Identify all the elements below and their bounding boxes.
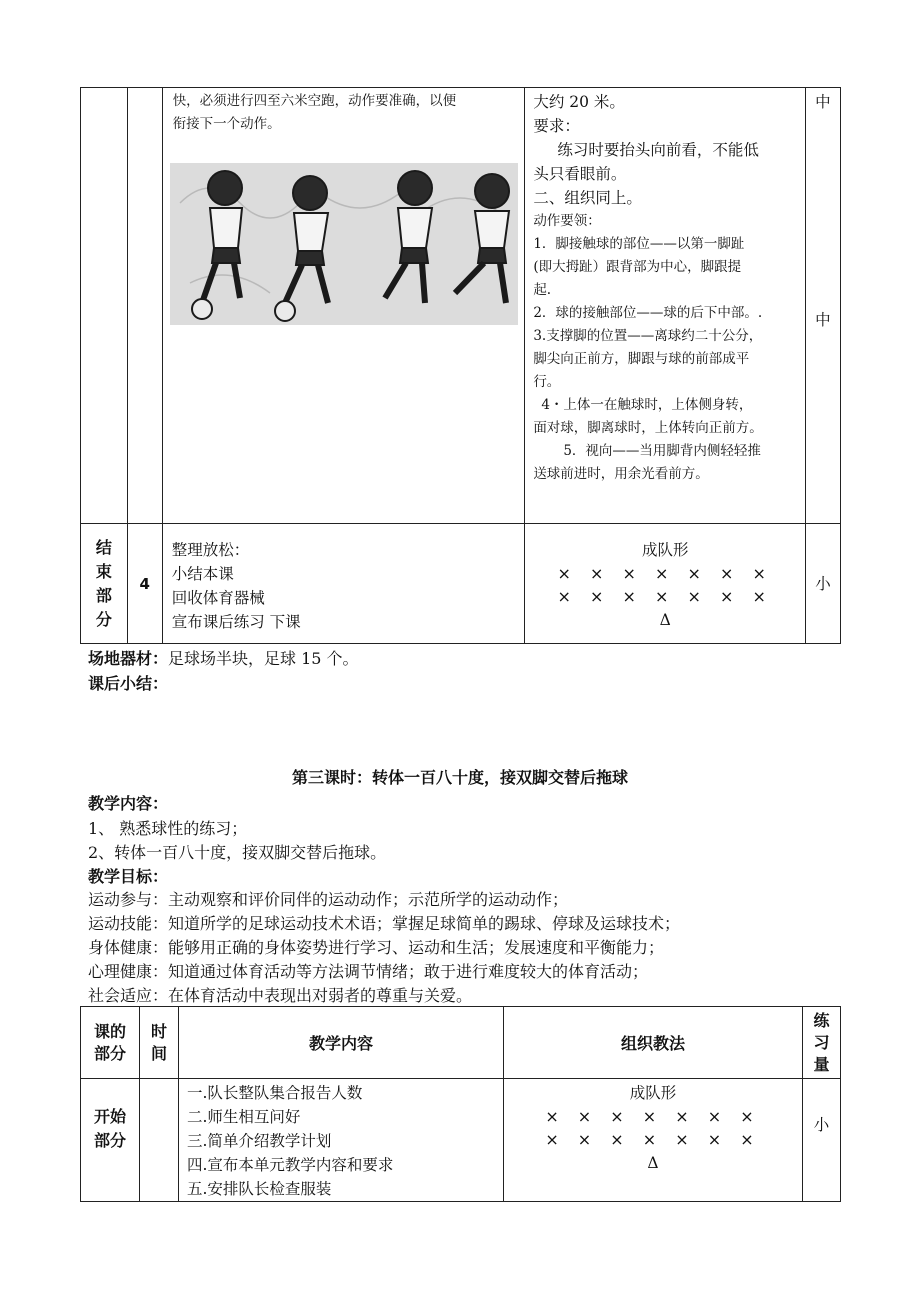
header-time bbox=[140, 1007, 179, 1079]
lesson-table-3 bbox=[80, 1006, 841, 1202]
goal-item: 社会适应：在体育活动中表现出对弱者的尊重与关爱。 bbox=[88, 986, 473, 1005]
time-cell-empty bbox=[127, 88, 162, 524]
content-line: 四.宣布本单元教学内容和要求 bbox=[187, 1156, 394, 1174]
method-line: 二、组织同上。 bbox=[533, 189, 642, 207]
part-cell bbox=[81, 1079, 140, 1202]
dribbling-illustration bbox=[170, 163, 518, 325]
content-line: 小结本课 bbox=[171, 565, 234, 583]
goals-heading: 教学目标： bbox=[88, 867, 169, 886]
method-line: 行。 bbox=[533, 374, 561, 390]
content-line: 二.师生相互问好 bbox=[187, 1108, 301, 1126]
formation-label: 成队形 bbox=[641, 541, 689, 559]
header-text: 练 bbox=[813, 1010, 830, 1030]
content-line: 一.队长整队集合报告人数 bbox=[187, 1084, 363, 1102]
header-text: 部分 bbox=[93, 1043, 126, 1063]
lesson-title: 第三课时：转体一百八十度，接双脚交替后拖球 bbox=[291, 768, 628, 787]
content-line: 宣布课后练习 下课 bbox=[171, 613, 301, 631]
part-char: 束 bbox=[95, 561, 112, 581]
method-line: (即大拇趾）跟背部为中心，脚跟提 bbox=[533, 259, 742, 275]
amount-cell bbox=[806, 88, 841, 524]
teacher-marker: Δ bbox=[647, 1154, 659, 1172]
part-cell bbox=[81, 524, 128, 644]
content-line: 回收体育器械 bbox=[171, 589, 265, 607]
header-text: 习 bbox=[813, 1032, 830, 1052]
header-text: 间 bbox=[150, 1043, 167, 1063]
content-line: 五.安排队长检查服装 bbox=[187, 1180, 332, 1198]
part-text: 开始 bbox=[93, 1107, 126, 1126]
method-line: 起. bbox=[533, 282, 552, 298]
header-method: 组织教法 bbox=[504, 1007, 803, 1079]
formation-row: × × × × × × × bbox=[557, 587, 773, 606]
venue-value: 足球场半块，足球 15 个。 bbox=[168, 649, 359, 668]
method-line: 要求： bbox=[533, 117, 580, 135]
venue-label: 场地器材： bbox=[88, 649, 169, 668]
part-char: 部 bbox=[95, 585, 112, 605]
amount-value: 中 bbox=[815, 311, 831, 329]
content-heading: 教学内容： bbox=[88, 794, 169, 813]
header-part bbox=[81, 1007, 140, 1079]
method-line: 动作要领： bbox=[533, 213, 601, 229]
method-line: 面对球，脚离球时，上体转向正前方。 bbox=[533, 420, 763, 436]
formation-row: × × × × × × × bbox=[545, 1107, 761, 1126]
header-text: 课的 bbox=[93, 1021, 126, 1041]
part-text: 部分 bbox=[93, 1131, 126, 1150]
content-line: 衔接下一个动作。 bbox=[172, 116, 281, 132]
formation-label: 成队形 bbox=[629, 1084, 677, 1102]
amount-cell bbox=[803, 1079, 841, 1202]
time-cell-empty bbox=[140, 1079, 179, 1202]
method-line: 3.支撑脚的位置——离球约二十公分， bbox=[533, 328, 763, 344]
goal-item: 身体健康：能够用正确的身体姿势进行学习、运动和生活；发展速度和平衡能力； bbox=[88, 938, 665, 957]
method-line: 5．视向——当用脚背内侧轻轻推 bbox=[563, 443, 761, 459]
header-text: 时 bbox=[150, 1021, 167, 1041]
method-line: 头只看眼前。 bbox=[533, 165, 627, 183]
content-cell bbox=[179, 1079, 504, 1202]
time-cell: 4 bbox=[127, 524, 162, 644]
goal-item: 运动参与：主动观察和评价同伴的运动动作；示范所学的运动动作； bbox=[88, 890, 569, 909]
method-cell bbox=[525, 88, 806, 524]
goal-item: 心理健康：知道通过体育活动等方法调节情绪；敢于进行难度较大的体育活动； bbox=[88, 962, 649, 981]
header-content: 教学内容 bbox=[179, 1007, 504, 1079]
header-text: 量 bbox=[813, 1054, 830, 1074]
content-line: 整理放松： bbox=[171, 541, 250, 559]
method-line: 脚尖向正前方，脚跟与球的前部成平 bbox=[533, 351, 750, 367]
method-cell bbox=[504, 1079, 803, 1202]
method-cell bbox=[525, 524, 806, 644]
formation-row: × × × × × × × bbox=[557, 564, 773, 583]
content-item: 2、转体一百八十度，接双脚交替后拖球。 bbox=[88, 843, 387, 862]
amount-value: 中 bbox=[815, 93, 831, 111]
content-line: 快，必须进行四至六米空跑，动作要准确，以便 bbox=[172, 93, 457, 109]
content-line: 三.简单介绍教学计划 bbox=[187, 1132, 332, 1150]
summary-label: 课后小结： bbox=[88, 674, 169, 693]
method-line: 练习时要抬头向前看，不能低 bbox=[557, 141, 759, 159]
dribbling-figures-image bbox=[170, 163, 518, 325]
method-line: 送球前进时，用余光看前方。 bbox=[533, 466, 709, 482]
amount-cell: 小 bbox=[806, 524, 841, 644]
amount-value: 小 bbox=[813, 1116, 830, 1134]
formation-row: × × × × × × × bbox=[545, 1130, 761, 1149]
content-cell bbox=[162, 524, 525, 644]
method-line: 4・上体一在触球时，上体侧身转， bbox=[541, 397, 753, 413]
part-cell-empty bbox=[81, 88, 128, 524]
venue-line bbox=[88, 647, 359, 671]
teacher-marker: Δ bbox=[659, 611, 671, 629]
method-line: 2．球的接触部位——球的后下中部。. bbox=[533, 305, 763, 321]
method-line: 大约 20 米。 bbox=[533, 93, 625, 111]
part-char: 结 bbox=[95, 537, 112, 557]
goal-item: 运动技能：知道所学的足球运动技术术语；掌握足球简单的踢球、停球及运球技术； bbox=[88, 914, 681, 933]
content-item: 1、 熟悉球性的练习； bbox=[88, 819, 248, 838]
method-line: 1．脚接触球的部位——以第一脚趾 bbox=[533, 236, 745, 252]
part-char: 分 bbox=[95, 609, 112, 629]
header-amount bbox=[803, 1007, 841, 1079]
